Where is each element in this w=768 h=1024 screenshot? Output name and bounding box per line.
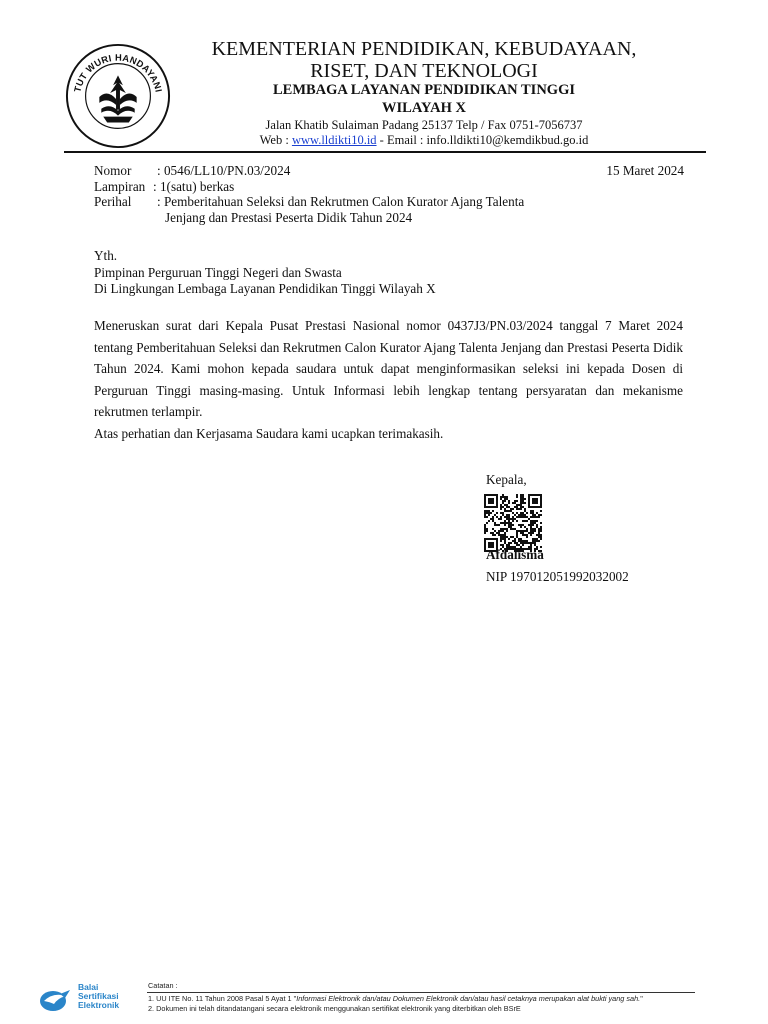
ministry-title-line1: KEMENTERIAN PENDIDIKAN, KEBUDAYAAN, <box>211 38 637 60</box>
website-link[interactable]: www.lldikti10.id <box>291 133 377 147</box>
lampiran-value: : 1(satu) berkas <box>153 179 235 194</box>
bsre-logo-icon <box>38 988 72 1012</box>
ministry-title-line2: RISET, DAN TEKNOLOGI <box>310 60 538 82</box>
footnote-1-quote: Informasi Elektronik dan/atau Dokumen Elektronik dan/atau hasil cetaknya merupakan alat bukti yang sah. <box>296 994 641 1003</box>
body-paragraph-2: Atas perhatian dan Kerjasama Saudara kami ucapkan terimakasih. <box>94 425 444 441</box>
signatory-name: Afdalisma <box>486 547 544 562</box>
bsre-name <box>78 983 119 1010</box>
bsre-name-line2: Sertifikasi <box>78 991 119 1001</box>
lampiran-label: Lampiran <box>94 179 146 194</box>
signature-qr-code <box>484 494 542 552</box>
perihal-value-line2: Jenjang dan Prestasi Peserta Didik Tahun 2024 <box>165 210 413 225</box>
institution-title-line2: WILAYAH X <box>382 100 466 116</box>
address-line: Jalan Khatib Sulaiman Padang 25137 Telp / Fax 0751-7056737 <box>265 118 583 132</box>
qr-modules <box>484 494 542 552</box>
footnote-label: Catatan : <box>148 981 178 990</box>
footnote-1-suffix: " <box>640 994 643 1003</box>
footnote-1 <box>148 994 643 1003</box>
logo-motto: TUT WURI HANDAYANI <box>72 52 164 94</box>
email-text: - Email : info.lldikti10@kemdikbud.go.id <box>376 133 589 147</box>
letter-date: 15 Maret 2024 <box>606 163 684 178</box>
footnote-2: 2. Dokumen ini telah ditandatangani secara elektronik menggunakan sertifikat elektronik yang diterbitkan oleh BSrE <box>148 1004 521 1013</box>
body-paragraph-1: Meneruskan surat dari Kepala Pusat Prestasi Nasional nomor 0437J3/PN.03/2024 tanggal 7 Maret 2024 tentang Pemberitahuan Seleksi dan Rekrutmen Calon Kurator Ajang Talenta Jenjang dan Prestasi Peserta Didik Tahun 2024. Kami mohon kepada saudara untuk dapat menginformasikan seleksi ini kepada Dosen di Perguruan Tinggi masing-masing. Untuk Informasi lebih lengkap tentang persyaratan dan mekanisme rekrutmen terlampir. <box>94 318 683 419</box>
contact-line <box>0 132 768 148</box>
bsre-name-line3: Elektronik <box>78 1000 120 1010</box>
web-label: Web : <box>259 133 292 147</box>
footnote-divider <box>147 992 695 993</box>
institution-title-line1: LEMBAGA LAYANAN PENDIDIKAN TINGGI <box>272 82 575 98</box>
bsre-name-line1: Balai <box>78 982 99 992</box>
salutation: Yth. <box>94 248 118 263</box>
nomor-label: Nomor <box>94 163 132 178</box>
perihal-value-line1: : Pemberitahuan Seleksi dan Rekrutmen Calon Kurator Ajang Talenta <box>157 194 525 209</box>
recipient-line2: Di Lingkungan Lembaga Layanan Pendidikan Tinggi Wilayah X <box>94 281 436 296</box>
perihal-label: Perihal <box>94 194 132 209</box>
footnote-1-prefix: 1. UU ITE No. 11 Tahun 2008 Pasal 5 Ayat 1 " <box>148 994 297 1003</box>
recipient-line1: Pimpinan Perguruan Tinggi Negeri dan Swasta <box>94 265 342 280</box>
letterhead-divider <box>64 151 706 153</box>
nomor-value: : 0546/LL10/PN.03/2024 <box>157 163 291 178</box>
signatory-nip: NIP 197012051992032002 <box>486 569 629 584</box>
letter-body <box>94 315 683 444</box>
signatory-title: Kepala, <box>486 472 527 487</box>
